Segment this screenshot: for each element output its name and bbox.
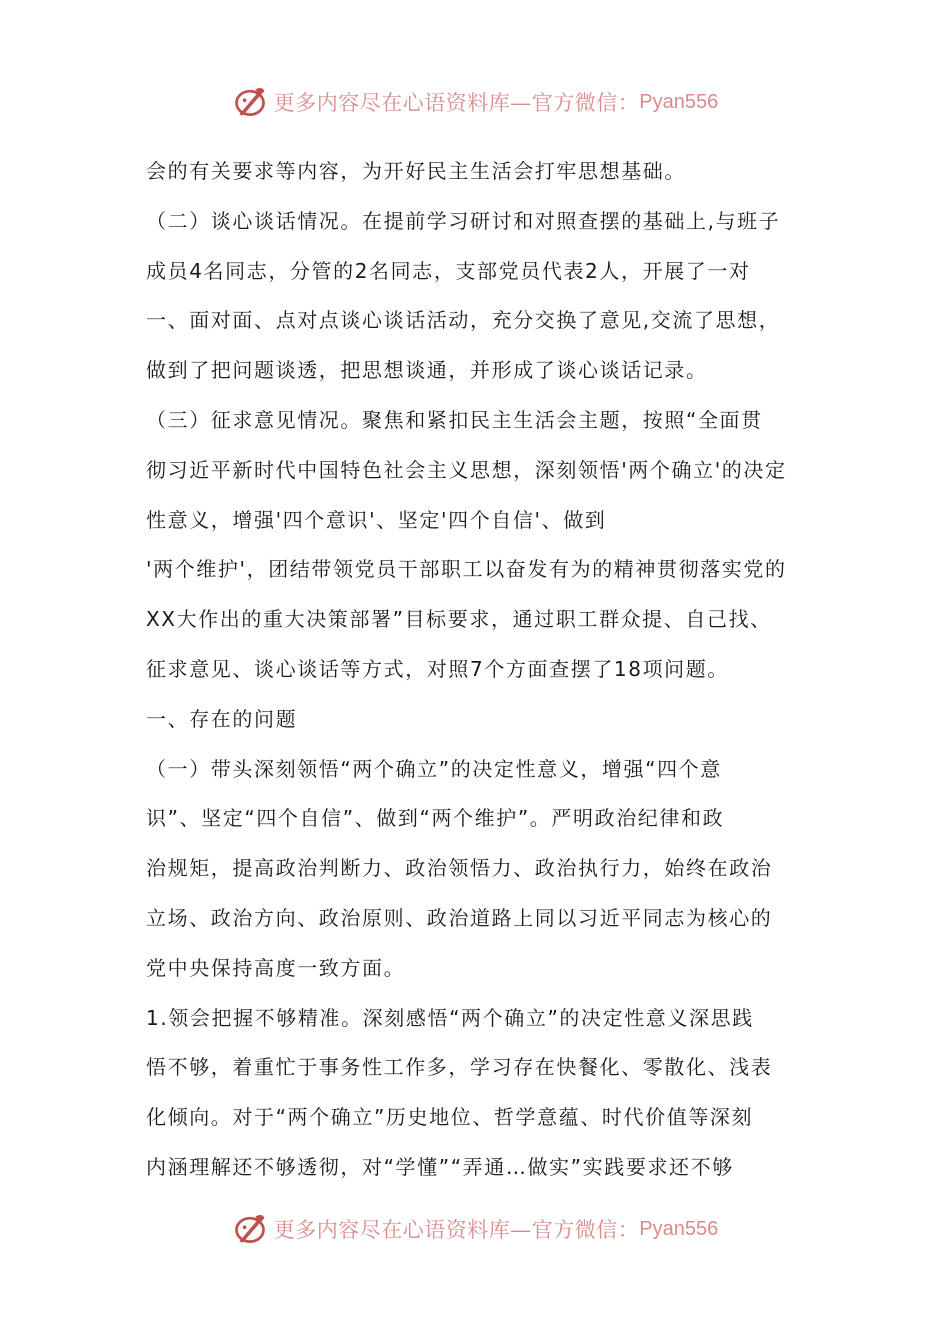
text-line: 做到了把问题谈透，把思想谈通，并形成了谈心谈话记录。 <box>146 358 708 383</box>
text-line: 成员4名同志，分管的2名同志，支部党员代表2人，开展了一对 <box>146 258 751 283</box>
text-line: 党中央保持高度一致方面。 <box>146 955 406 980</box>
text-line: （三）征求意见情况。聚焦和紧扣民主生活会主题，按照“全面贯 <box>146 407 763 432</box>
footer-watermark <box>0 1207 950 1251</box>
text-line: 化倾向。对于“两个确立”历史地位、哲学意蕴、时代价值等深刻 <box>146 1105 754 1130</box>
text-line: XX大作出的重大决策部署”目标要求，通过职工群众提、自己找、 <box>146 607 772 632</box>
text-line: 治规矩，提高政治判断力、政治领悟力、政治执行力，始终在政治 <box>146 856 773 881</box>
watermark-text: 更多内容尽在心语资料库—官方微信： <box>273 1218 640 1242</box>
quill-pen-logo-icon <box>232 84 268 120</box>
watermark-text: 更多内容尽在心语资料库—官方微信： <box>273 91 640 115</box>
text-line: 彻习近平新时代中国特色社会主义思想，深刻领悟'两个确立'的决定 <box>146 457 787 482</box>
text-line: 一、面对面、点对点谈心谈话活动，充分交换了意见,交流了思想， <box>146 308 781 333</box>
text-line: '两个维护'，团结带领党员干部职工以奋发有为的精神贯彻落实党的 <box>146 557 787 582</box>
text-line: 征求意见、谈心谈话等方式，对照7个方面查摆了18项问题。 <box>146 656 729 681</box>
header-watermark <box>0 80 950 124</box>
text-line: 性意义，增强'四个意识'、坚定'四个自信'、做到 <box>146 507 607 532</box>
text-line: 识”、坚定“四个自信”、做到“两个维护”。严明政治纪律和政 <box>146 806 725 831</box>
text-line: （一）带头深刻领悟“两个确立”的决定性意义，增强“四个意 <box>146 756 722 781</box>
text-line: （二）谈心谈话情况。在提前学习研讨和对照查摆的基础上,与班子 <box>146 208 781 233</box>
quill-pen-logo-icon <box>232 1211 268 1247</box>
watermark-wechat-id: Pyan556 <box>639 1217 719 1240</box>
text-line: 会的有关要求等内容，为开好民主生活会打牢思想基础。 <box>146 159 686 183</box>
text-line: 内涵理解还不够透彻，对“学懂”“弄通…做实”实践要求还不够 <box>146 1154 734 1179</box>
document-body <box>146 153 806 1199</box>
text-line: 立场、政治方向、政治原则、政治道路上同以习近平同志为核心的 <box>146 905 773 930</box>
section-heading: 一、存在的问题 <box>146 706 298 731</box>
watermark-wechat-id: Pyan556 <box>639 90 719 113</box>
text-line: 悟不够，着重忙于事务性工作多，学习存在快餐化、零散化、浅表 <box>146 1055 773 1080</box>
text-line: 1.领会把握不够精准。深刻感悟“两个确立”的决定性意义深思践 <box>146 1005 754 1030</box>
